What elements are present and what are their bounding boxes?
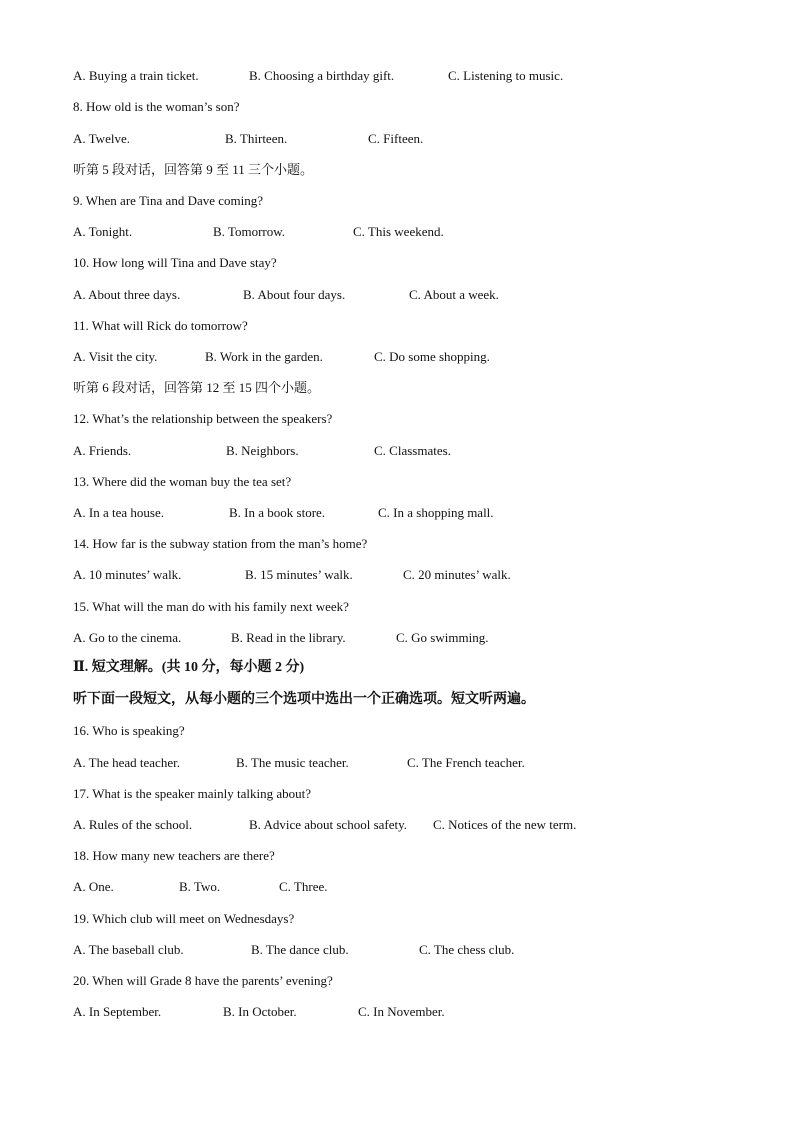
- option-c: C. Classmates.: [374, 443, 451, 458]
- option-b: B. Advice about school safety.: [249, 817, 408, 832]
- option-c: C. Listening to music.: [448, 68, 564, 83]
- question-14: 14. How far is the subway station from the man’s home?: [73, 536, 368, 551]
- option-c: C. In a shopping mall.: [378, 505, 494, 520]
- option-b: B. The dance club.: [251, 942, 349, 957]
- question-8: 8. How old is the woman’s son?: [73, 99, 240, 114]
- question-16: 16. Who is speaking?: [73, 723, 185, 738]
- option-c: C. Notices of the new term.: [433, 817, 577, 832]
- option-a: A. One.: [73, 879, 114, 894]
- option-b: B. Choosing a birthday gift.: [249, 68, 395, 83]
- question-15: 15. What will the man do with his family next week?: [73, 599, 349, 614]
- section-instruction: 听下面一段短文，从每小题的三个选项中选出一个正确选项。短文听两遍。: [73, 692, 535, 707]
- option-c: C. Three.: [279, 879, 328, 894]
- option-a: A. Rules of the school.: [73, 817, 193, 832]
- option-b: B. Neighbors.: [226, 443, 299, 458]
- option-b: B. The music teacher.: [236, 755, 349, 770]
- question-9: 9. When are Tina and Dave coming?: [73, 193, 264, 208]
- option-c: C. In November.: [358, 1004, 445, 1019]
- instruction-dialogue-5: 听第 5 段对话，回答第 9 至 11 三个小题。: [73, 162, 314, 177]
- option-b: B. In a book store.: [229, 505, 326, 520]
- option-c: C. About a week.: [409, 287, 499, 302]
- question-10: 10. How long will Tina and Dave stay?: [73, 255, 277, 270]
- option-a: A. Twelve.: [73, 131, 130, 146]
- option-a: A. Friends.: [73, 443, 132, 458]
- option-a: A. The baseball club.: [73, 942, 184, 957]
- question-11: 11. What will Rick do tomorrow?: [73, 318, 248, 333]
- option-a: A. Go to the cinema.: [73, 630, 182, 645]
- option-b: B. About four days.: [243, 287, 346, 302]
- option-b: B. Read in the library.: [231, 630, 346, 645]
- option-c: C. The chess club.: [419, 942, 515, 957]
- option-b: B. Two.: [179, 879, 221, 894]
- option-b: B. Work in the garden.: [205, 349, 323, 364]
- option-c: C. Go swimming.: [396, 630, 489, 645]
- option-c: C. Do some shopping.: [374, 349, 490, 364]
- question-12: 12. What’s the relationship between the speakers?: [73, 411, 333, 426]
- option-a: A. In a tea house.: [73, 505, 164, 520]
- option-a: A. Tonight.: [73, 224, 133, 239]
- option-b: B. 15 minutes’ walk.: [245, 567, 353, 582]
- section-heading: Ⅱ. 短文理解。(共 10 分，每小题 2 分): [73, 660, 305, 675]
- option-c: C. The French teacher.: [407, 755, 525, 770]
- question-17: 17. What is the speaker mainly talking about?: [73, 786, 312, 801]
- question-19: 19. Which club will meet on Wednesdays?: [73, 911, 295, 926]
- option-b: B. Thirteen.: [225, 131, 288, 146]
- question-18: 18. How many new teachers are there?: [73, 848, 275, 863]
- option-c: C. This weekend.: [353, 224, 444, 239]
- option-b: B. Tomorrow.: [213, 224, 286, 239]
- option-a: A. Visit the city.: [73, 349, 158, 364]
- option-a: A. 10 minutes’ walk.: [73, 567, 182, 582]
- option-b: B. In October.: [223, 1004, 297, 1019]
- option-a: A. In September.: [73, 1004, 162, 1019]
- option-c: C. 20 minutes’ walk.: [403, 567, 511, 582]
- instruction-dialogue-6: 听第 6 段对话，回答第 12 至 15 四个小题。: [73, 380, 321, 395]
- option-a: A. Buying a train ticket.: [73, 68, 199, 83]
- question-13: 13. Where did the woman buy the tea set?: [73, 474, 292, 489]
- option-a: A. The head teacher.: [73, 755, 180, 770]
- option-c: C. Fifteen.: [368, 131, 424, 146]
- option-a: A. About three days.: [73, 287, 181, 302]
- question-20: 20. When will Grade 8 have the parents’ evening?: [73, 973, 333, 988]
